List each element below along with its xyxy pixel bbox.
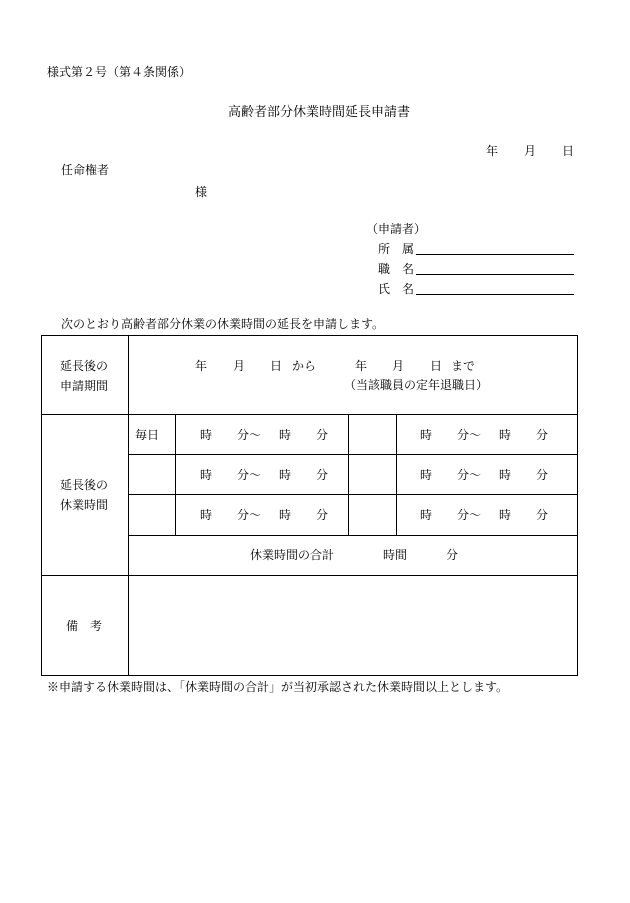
row1-right-hour: 時 <box>420 428 433 442</box>
period-from: から <box>292 359 317 373</box>
row3-right-hour: 時 <box>420 508 433 522</box>
row1-left-hour: 時 <box>200 428 213 442</box>
addressee-honorific: 様 <box>195 185 208 199</box>
total-hours-unit: 時間 <box>383 548 408 562</box>
form-number: 様式第２号（第４条関係） <box>47 65 192 79</box>
applicant-heading: （申請者） <box>366 222 427 236</box>
row3-right-hour2: 時 <box>499 508 512 522</box>
row1-left-minute: 分 <box>316 428 329 442</box>
row1-right-hour2: 時 <box>499 428 512 442</box>
row3-left-minute-tilde: 分～ <box>237 508 262 522</box>
date-year: 年 <box>486 144 499 158</box>
period-end-day: 日 <box>430 359 443 373</box>
row2-right-minute-tilde: 分～ <box>457 468 482 482</box>
position-row <box>378 262 574 275</box>
position-label: 職 名 <box>378 262 415 276</box>
row1-right-minute-tilde: 分～ <box>457 428 482 442</box>
period-note: （当該職員の定年退職日） <box>344 378 489 392</box>
hours-label-2: 休業時間 <box>60 498 109 512</box>
period-start-day: 日 <box>270 359 283 373</box>
row1-left-minute-tilde: 分～ <box>237 428 262 442</box>
table-line-row2 <box>128 494 578 495</box>
table-col-divider-3 <box>396 414 397 535</box>
table-border-top <box>41 335 578 336</box>
row3-left-hour2: 時 <box>279 508 292 522</box>
footnote: ※申請する休業時間は、「休業時間の合計」が当初承認された休業時間以上とします。 <box>47 680 509 694</box>
row3-right-minute: 分 <box>536 508 549 522</box>
intro-text: 次のとおり高齢者部分休業の休業時間の延長を申請します。 <box>61 317 385 331</box>
row2-right-minute: 分 <box>536 468 549 482</box>
period-start-year: 年 <box>195 359 208 373</box>
affiliation-row <box>378 242 574 255</box>
row2-left-hour: 時 <box>200 468 213 482</box>
affiliation-label: 所 属 <box>378 242 415 256</box>
period-end-month: 月 <box>392 359 405 373</box>
position-field[interactable] <box>416 262 574 275</box>
table-border-right <box>577 335 578 676</box>
table-border-left <box>41 335 42 676</box>
date-month: 月 <box>524 144 537 158</box>
name-label: 氏 名 <box>378 282 415 296</box>
row2-right-hour: 時 <box>420 468 433 482</box>
row3-right-minute-tilde: 分～ <box>457 508 482 522</box>
table-line-hours-bottom <box>41 575 578 576</box>
table-line-row3 <box>128 535 578 536</box>
row1-left-hour2: 時 <box>279 428 292 442</box>
row1-right-minute: 分 <box>536 428 549 442</box>
table-line-row1 <box>128 454 578 455</box>
row3-left-hour: 時 <box>200 508 213 522</box>
total-minutes-unit: 分 <box>446 548 459 562</box>
daily-label: 毎日 <box>135 428 160 442</box>
name-row <box>378 282 574 295</box>
row2-left-hour2: 時 <box>279 468 292 482</box>
table-border-bottom <box>41 675 578 676</box>
period-end-year: 年 <box>355 359 368 373</box>
page-title: 高齢者部分休業時間延長申請書 <box>228 105 411 120</box>
table-label-divider <box>128 335 129 676</box>
period-until: まで <box>451 359 476 373</box>
remarks-field[interactable] <box>130 577 576 674</box>
name-field[interactable] <box>416 282 574 295</box>
row2-left-minute-tilde: 分～ <box>237 468 262 482</box>
table-col-divider-1 <box>175 414 176 535</box>
period-label-2: 申請期間 <box>60 379 109 393</box>
table-line-period-bottom <box>41 414 578 415</box>
period-start-month: 月 <box>233 359 246 373</box>
remarks-label: 備 考 <box>66 619 103 633</box>
row2-right-hour2: 時 <box>499 468 512 482</box>
affiliation-field[interactable] <box>416 242 574 255</box>
date-day: 日 <box>562 144 575 158</box>
table-col-divider-2 <box>348 414 349 535</box>
row3-left-minute: 分 <box>316 508 329 522</box>
row2-left-minute: 分 <box>316 468 329 482</box>
addressee-label: 任命権者 <box>61 163 110 177</box>
total-label: 休業時間の合計 <box>250 548 335 562</box>
hours-label-1: 延長後の <box>60 478 109 492</box>
period-label-1: 延長後の <box>60 359 109 373</box>
